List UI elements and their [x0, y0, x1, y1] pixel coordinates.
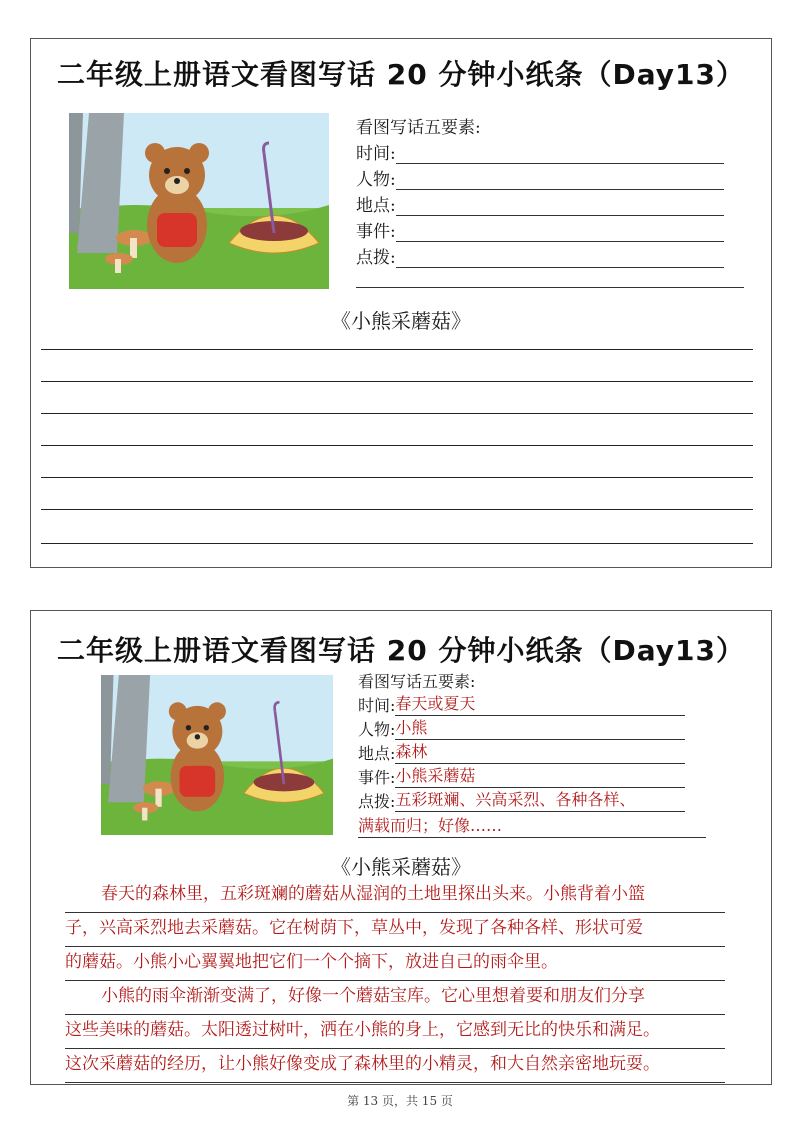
event-field	[356, 217, 724, 242]
story-line: 这些美味的蘑菇。太阳透过树叶，洒在小熊的身上，它感到无比的快乐和满足。	[65, 1015, 725, 1049]
sample-story	[65, 879, 725, 1083]
time-label: 时间:	[356, 144, 396, 164]
place-field	[358, 741, 685, 764]
worksheet-title: 二年级上册语文看图写话 20 分钟小纸条（Day13）	[57, 58, 745, 91]
place-field	[356, 191, 724, 216]
event-answer: 小熊采蘑菇	[395, 765, 685, 788]
hint-field	[358, 789, 685, 812]
story-line: 春天的森林里，五彩斑斓的蘑菇从湿润的土地里探出头来。小熊背着小篮	[65, 879, 725, 913]
character-label: 人物:	[356, 170, 396, 190]
character-label: 人物:	[358, 720, 396, 739]
hint-label: 点拨:	[356, 248, 396, 268]
time-answer: 春天或夏天	[395, 693, 685, 716]
writing-line[interactable]	[41, 381, 753, 382]
hint-extra-line[interactable]	[356, 267, 744, 288]
place-label: 地点:	[356, 196, 396, 216]
time-label: 时间:	[358, 696, 396, 715]
story-title: 《小熊采蘑菇》	[331, 855, 471, 879]
writing-line[interactable]	[41, 349, 753, 350]
story-line: 的蘑菇。小熊小心翼翼地把它们一个个摘下，放进自己的雨伞里。	[65, 947, 725, 981]
worksheet-title: 二年级上册语文看图写话 20 分钟小纸条（Day13）	[57, 634, 745, 667]
writing-line[interactable]	[41, 543, 753, 544]
story-title: 《小熊采蘑菇》	[331, 309, 471, 333]
story-line: 这次采蘑菇的经历，让小熊好像变成了森林里的小精灵，和大自然亲密地玩耍。	[65, 1049, 725, 1083]
hint-label: 点拨:	[358, 792, 396, 811]
place-answer: 森林	[395, 741, 685, 764]
bear-picking-mushrooms-image	[101, 675, 333, 835]
time-field	[358, 693, 685, 716]
time-field	[356, 139, 724, 164]
five-elements-heading: 看图写话五要素:	[358, 672, 476, 691]
event-blank-line[interactable]	[396, 222, 724, 242]
place-blank-line[interactable]	[396, 196, 724, 216]
writing-line[interactable]	[41, 509, 753, 510]
event-label: 事件:	[358, 768, 396, 787]
answer-worksheet-card	[30, 610, 772, 1085]
story-line: 子，兴高采烈地去采蘑菇。它在树荫下，草丛中，发现了各种各样、形状可爱	[65, 913, 725, 947]
bear-picking-mushrooms-image	[69, 113, 329, 289]
hint-field	[356, 243, 724, 268]
page-number-footer: 第 13 页，共 15 页	[347, 1094, 453, 1108]
story-line: 小熊的雨伞渐渐变满了，好像一个蘑菇宝库。它心里想着要和朋友们分享	[65, 981, 725, 1015]
event-field	[358, 765, 685, 788]
five-elements-heading: 看图写话五要素:	[356, 118, 481, 138]
blank-worksheet-card	[30, 38, 772, 568]
writing-line[interactable]	[41, 477, 753, 478]
time-blank-line[interactable]	[396, 144, 724, 164]
character-field	[358, 717, 685, 740]
hint-blank-line[interactable]	[396, 248, 724, 268]
character-answer: 小熊	[395, 717, 685, 740]
writing-line[interactable]	[41, 445, 753, 446]
event-label: 事件:	[356, 222, 396, 242]
hint-answer-continued: 满载而归；好像……	[358, 815, 706, 838]
character-blank-line[interactable]	[396, 170, 724, 190]
character-field	[356, 165, 724, 190]
writing-line[interactable]	[41, 413, 753, 414]
place-label: 地点:	[358, 744, 396, 763]
hint-answer: 五彩斑斓、兴高采烈、各种各样、	[395, 789, 685, 812]
